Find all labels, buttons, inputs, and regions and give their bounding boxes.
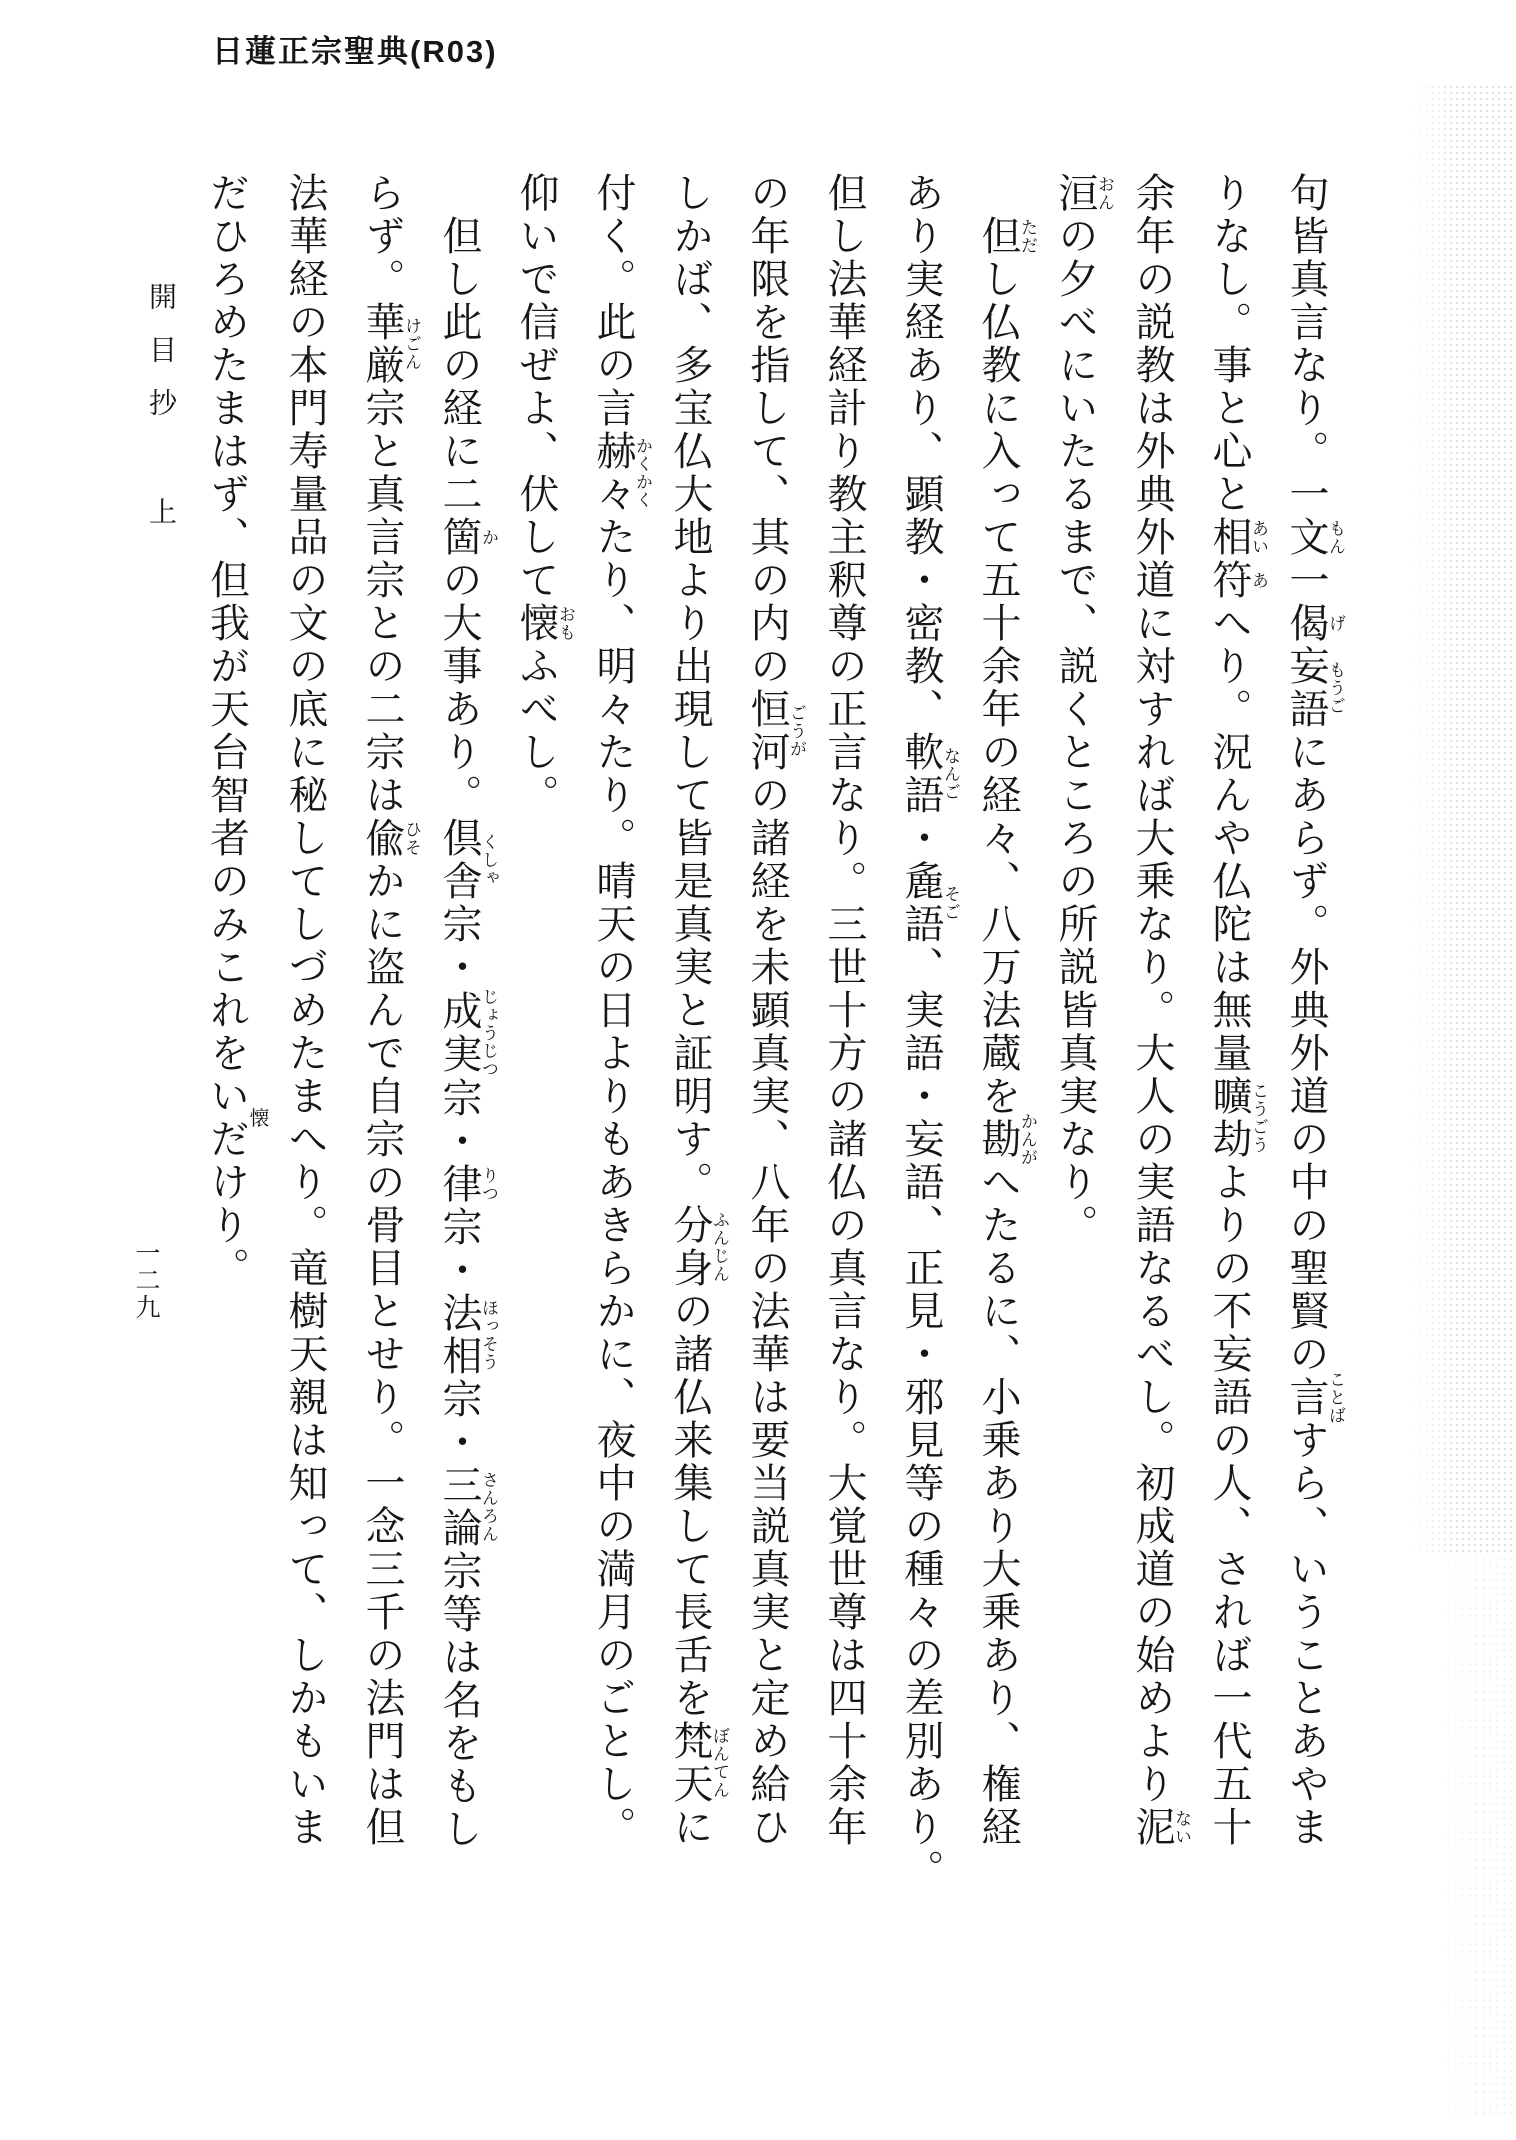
furigana-ruby: 符あ xyxy=(1207,559,1268,602)
furigana-ruby: 洹おん xyxy=(1053,172,1114,215)
furigana-ruby: 懐おも xyxy=(514,602,575,645)
text-column: 仰いで信ぜよ、伏して懐おもふべし。 xyxy=(514,172,575,817)
text-column: りなし。事と心と相あい符あへり。況んや仏陀は無量曠劫こうごうよりの不妄語の人、されば一代五十 xyxy=(1207,172,1268,1849)
furigana-ruby: 軟語なんご xyxy=(899,731,960,817)
furigana-ruby: 麁語そご xyxy=(899,860,960,946)
furigana-ruby: 箇か xyxy=(437,516,498,559)
scan-noise-band-right xyxy=(1412,84,1516,1556)
furigana-ruby: 但ただ xyxy=(976,215,1037,258)
furigana-ruby: 恒河ごうが xyxy=(745,688,806,774)
furigana-ruby: 三論さんろん xyxy=(437,1464,498,1550)
furigana-ruby: 偈げ xyxy=(1284,602,1345,645)
margin-note-ruby: いだ懐 xyxy=(204,1075,268,1161)
text-column: しかば、多宝仏大地より出現して皆是真実と証明す。分身ふんじんの諸仏来集して長舌を梵天ぼんてんに xyxy=(668,172,729,1849)
text-column: 但し法華経計り教主釈尊の正言なり。三世十方の諸仏の真言なり。大覚世尊は四十余年 xyxy=(822,172,867,1849)
text-column: 但し此の経に二箇かの大事あり。倶舎くしゃ宗・成実じょうじつ宗・律りつ宗・法相ほっそう宗・三論さんろん宗等は名をもし xyxy=(437,215,498,1851)
furigana-ruby: 妄語もうご xyxy=(1284,645,1345,731)
text-column: 洹おんの夕べにいたるまで、説くところの所説皆真実なり。 xyxy=(1053,172,1114,1247)
scan-noise-band-bottom-right xyxy=(1438,1556,1516,2116)
furigana-ruby: 倶舎くしゃ xyxy=(437,817,498,903)
furigana-ruby: 泥ない xyxy=(1130,1806,1191,1849)
text-column: 余年の説教は外典外道に対すれば大乗なり。大人の実語なるべし。初成道の始めより泥ない xyxy=(1130,172,1191,1849)
text-column: 但ただし仏教に入って五十余年の経々、八万法蔵を勘かんがへたるに、小乗あり大乗あり、権経 xyxy=(976,215,1037,1849)
furigana-ruby: 曠劫こうごう xyxy=(1207,1075,1268,1161)
furigana-ruby: 偸ひそ xyxy=(360,817,421,860)
text-column: 法華経の本門寿量品の文の底に秘してしづめたまへり。竜樹天親は知って、しかもいま xyxy=(283,172,328,1849)
running-title-kaimokusho: 開目抄 上 xyxy=(145,282,176,550)
page-number: 一二九 xyxy=(132,1240,159,1321)
furigana-ruby: 法相ほっそう xyxy=(437,1292,498,1378)
furigana-ruby: 勘かんが xyxy=(976,1112,1037,1167)
text-column: 句皆真言なり。一文もん一偈げ妄語もうごにあらず。外典外道の中の聖賢の言ことばすら、いうことあやま xyxy=(1284,172,1345,1849)
furigana-ruby: 相あい xyxy=(1207,516,1268,559)
text-column: の年限を指して、其の内の恒河ごうがの諸経を未顕真実、八年の法華は要当説真実と定め給ひ xyxy=(745,172,806,1849)
furigana-ruby: 分身ふんじん xyxy=(668,1204,729,1290)
book-title: 日蓮正宗聖典(R03) xyxy=(212,34,498,69)
furigana-ruby: 成実じょうじつ xyxy=(437,988,498,1078)
text-column: 付く。此の言赫々かくかくたり、明々たり。晴天の日よりもあきらかに、夜中の満月のごとし。 xyxy=(591,172,652,1849)
text-column: だひろめたまはず、但我が天台智者のみこれをいだ懐けり。 xyxy=(204,172,268,1290)
furigana-ruby: 梵天ぼんてん xyxy=(668,1720,729,1806)
main-text-block xyxy=(175,172,1345,1914)
furigana-ruby: 言ことば xyxy=(1284,1370,1345,1425)
furigana-ruby: 華厳けごん xyxy=(360,301,421,387)
text-column: らず。華厳けごん宗と真言宗との二宗は偸ひそかに盗んで自宗の骨目とせり。一念三千の法門は但 xyxy=(360,172,421,1849)
furigana-ruby: 律りつ xyxy=(437,1163,498,1206)
furigana-ruby: 文もん xyxy=(1284,516,1345,559)
furigana-ruby: 赫々かくかく xyxy=(591,430,652,516)
text-column: あり実経あり、顕教・密教、軟語なんご・麁語そご、実語・妄語、正見・邪見等の種々の差別あり。 xyxy=(899,172,960,1892)
